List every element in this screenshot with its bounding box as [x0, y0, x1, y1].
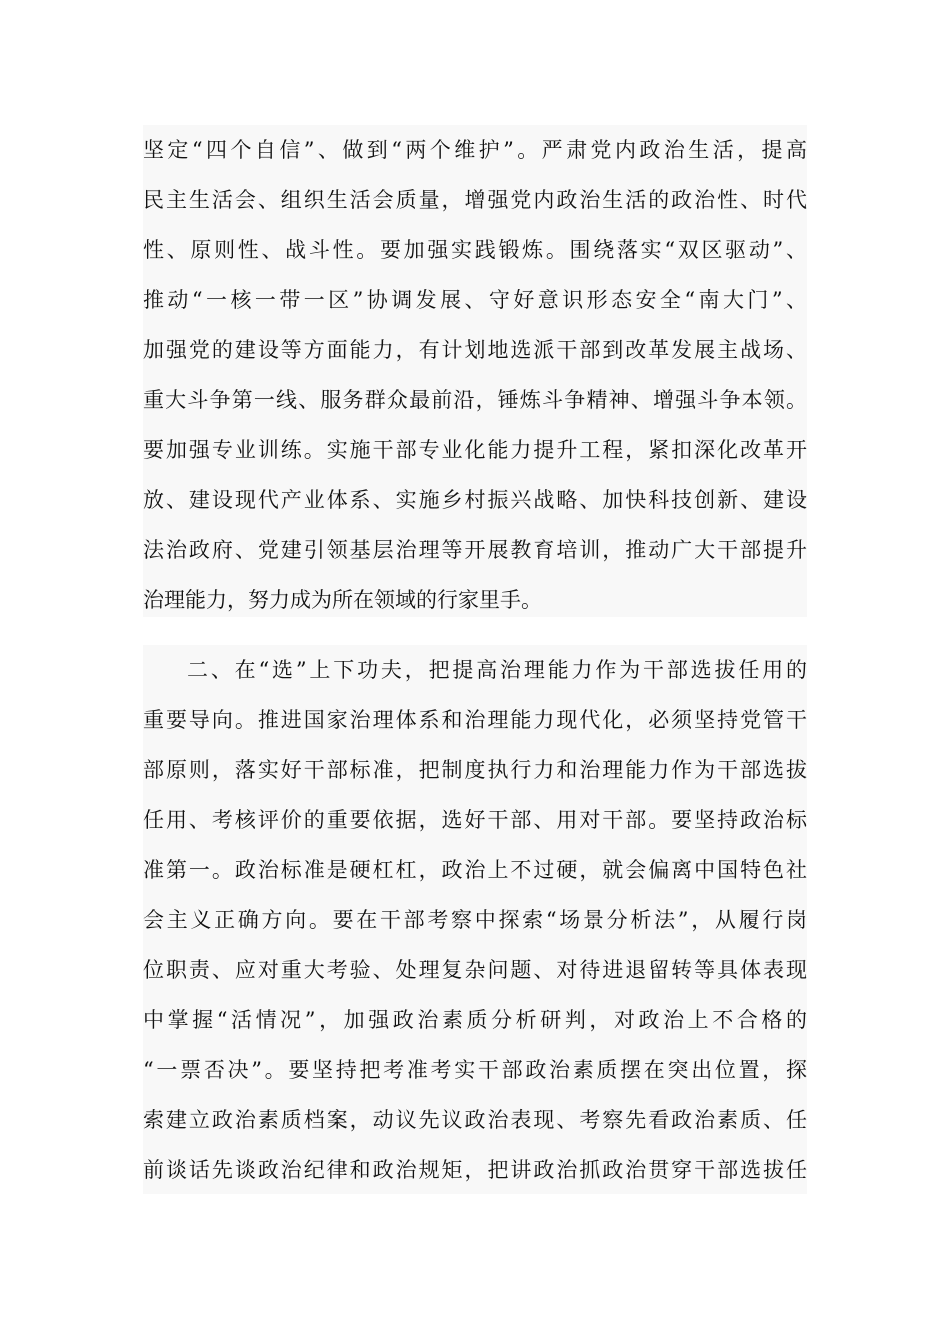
paragraph-1: [143, 125, 807, 617]
text-line: 性、原则性、战斗性。要加强实践锻炼。围绕落实“双区驱动”、: [143, 238, 807, 262]
text-line: 前谈话先谈政治纪律和政治规矩，把讲政治抓政治贯穿干部选拔任: [143, 1158, 807, 1182]
text-line: 民主生活会、组织生活会质量，增强党内政治生活的政治性、时代: [143, 188, 807, 212]
text-line: 中掌握“活情况”，加强政治素质分析研判，对政治上不合格的: [143, 1008, 807, 1032]
text-line: 推动“一核一带一区”协调发展、守好意识形态安全“南大门”、: [143, 288, 807, 312]
text-line: 放、建设现代产业体系、实施乡村振兴战略、加快科技创新、建设: [143, 488, 807, 512]
section-heading-line: 二、在“选”上下功夫，把提高治理能力作为干部选拔任用的: [187, 658, 807, 682]
text-line: 任用、考核评价的重要依据，选好干部、用对干部。要坚持政治标: [143, 808, 807, 832]
text-line: 要加强专业训练。实施干部专业化能力提升工程，紧扣深化改革开: [143, 438, 807, 462]
text-line: 加强党的建设等方面能力，有计划地选派干部到改革发展主战场、: [143, 338, 807, 362]
text-line: 索建立政治素质档案，动议先议政治表现、考察先看政治素质、任: [143, 1108, 807, 1132]
text-line: 坚定“四个自信”、做到“两个维护”。严肃党内政治生活，提高: [143, 138, 807, 162]
text-line: 准第一。政治标准是硬杠杠，政治上不过硬，就会偏离中国特色社: [143, 858, 807, 882]
text-line: 重大斗争第一线、服务群众最前沿，锤炼斗争精神、增强斗争本领。: [143, 388, 807, 412]
text-line: 法治政府、党建引领基层治理等开展教育培训，推动广大干部提升: [143, 538, 807, 562]
text-line: 治理能力，努力成为所在领域的行家里手。: [143, 588, 542, 612]
text-line: 重要导向。推进国家治理体系和治理能力现代化，必须坚持党管干: [143, 708, 807, 732]
text-line: 部原则，落实好干部标准，把制度执行力和治理能力作为干部选拔: [143, 758, 807, 782]
text-line: “一票否决”。要坚持把考准考实干部政治素质摆在突出位置，探: [143, 1058, 807, 1082]
text-line: 位职责、应对重大考验、处理复杂问题、对待进退留转等具体表现: [143, 958, 807, 982]
paragraph-2: [143, 645, 807, 1194]
text-line: 会主义正确方向。要在干部考察中探索“场景分析法”，从履行岗: [143, 908, 807, 932]
